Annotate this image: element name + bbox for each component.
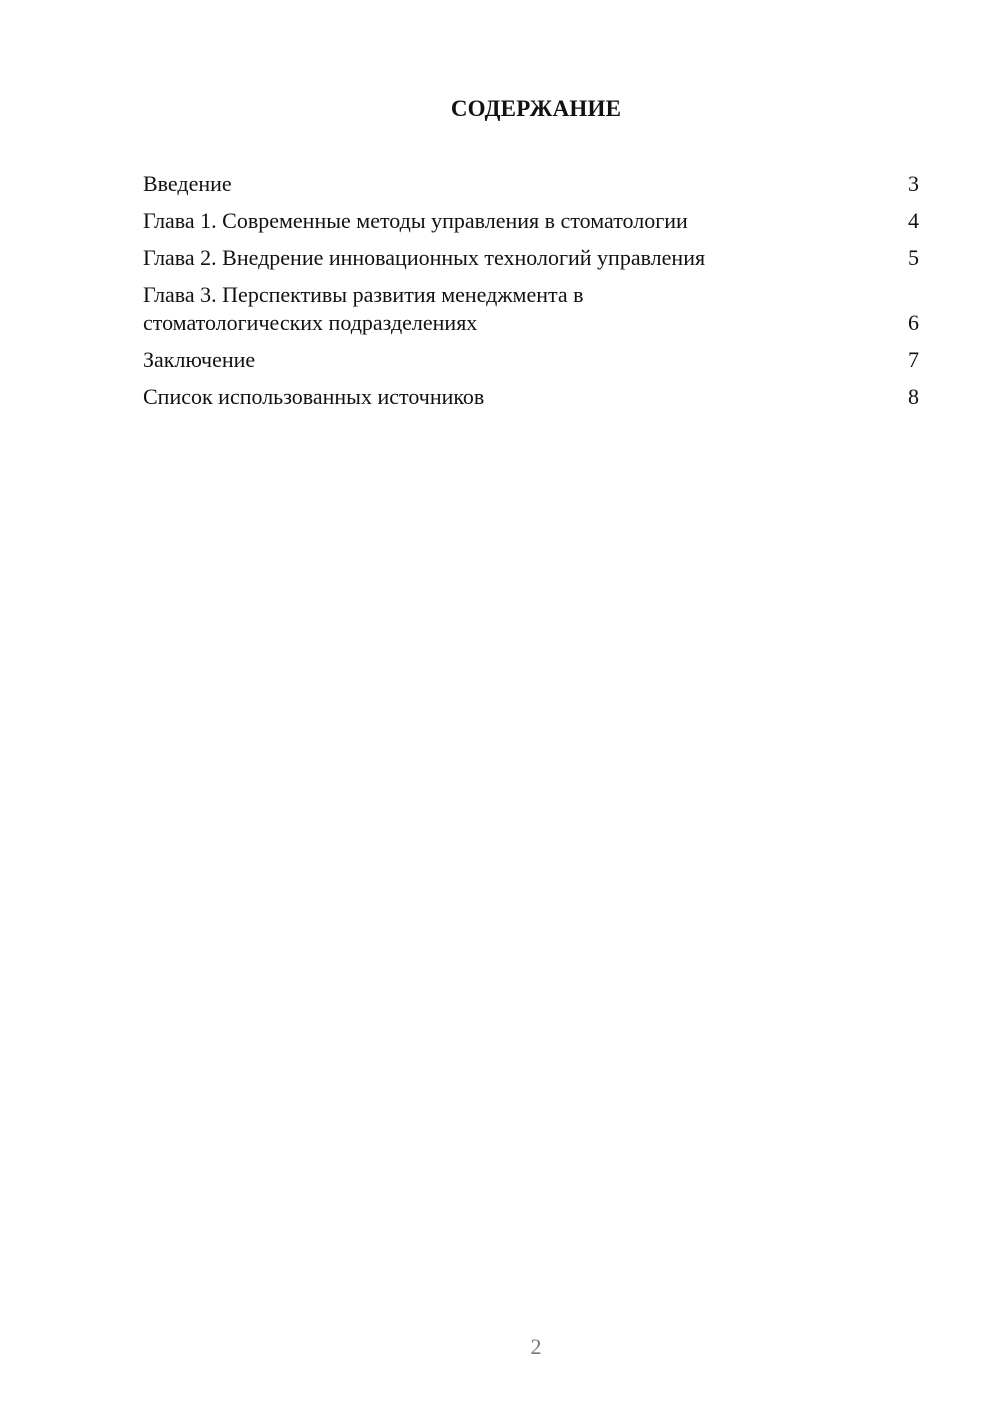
toc-entry-label-line: Глава 2. Внедрение инновационных технологий управления xyxy=(143,245,706,270)
toc-entry-conclusion xyxy=(143,346,919,374)
toc-entry-label xyxy=(143,383,484,411)
toc-entry-label xyxy=(143,346,255,374)
toc-entry-page-number: 5 xyxy=(908,245,919,270)
toc-entry-page-number: 8 xyxy=(908,384,919,409)
toc-entry-references xyxy=(143,383,919,411)
toc-entry-chapter-2 xyxy=(143,244,919,272)
toc-entry-label-line: стоматологических подразделениях xyxy=(143,310,478,335)
page-title: СОДЕРЖАНИЕ xyxy=(450,96,622,121)
toc-entry-page-number: 7 xyxy=(908,347,919,372)
toc-entry-label xyxy=(143,244,705,272)
toc-entry-label-line: Заключение xyxy=(143,347,256,372)
toc-entry-introduction xyxy=(143,170,919,198)
toc-entry-label xyxy=(143,207,688,235)
toc-entry-label-line: Введение xyxy=(143,171,232,196)
toc-entry-label-line: Глава 3. Перспективы развития менеджмента в xyxy=(143,282,584,307)
toc-entry-page-number: 6 xyxy=(908,310,919,335)
toc-entry-chapter-1 xyxy=(143,207,919,235)
toc-entry-chapter-3 xyxy=(143,281,919,337)
toc-entry-label xyxy=(143,281,584,337)
toc-entry-page-number: 3 xyxy=(908,171,919,196)
toc-entry-label-line: Глава 1. Современные методы управления в стоматологии xyxy=(143,208,688,233)
table-of-contents xyxy=(143,170,919,411)
toc-entry-label-line: Список использованных источников xyxy=(143,384,485,409)
page-number: 2 xyxy=(530,1334,542,1359)
toc-entry-label xyxy=(143,170,232,198)
toc-entry-page-number: 4 xyxy=(908,208,919,233)
